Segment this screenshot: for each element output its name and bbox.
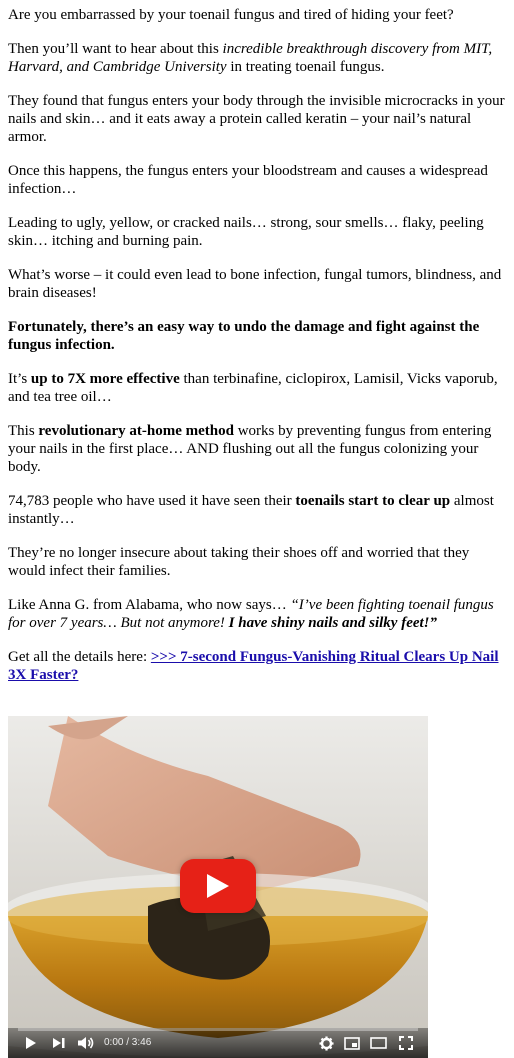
play-button[interactable]	[180, 859, 256, 913]
italic-text: incredible breakthrough discovery from MIT, Harvard, and Cambridge University	[8, 41, 493, 75]
text: 74,783 people who have used it have seen their	[8, 493, 296, 509]
time-display: 0:00 / 3:46	[104, 1037, 152, 1048]
miniplayer-icon	[344, 1037, 360, 1050]
bold-text: up to 7X more effective	[30, 371, 180, 387]
theater-icon	[370, 1037, 387, 1049]
miniplayer-control[interactable]	[342, 1035, 362, 1051]
play-icon	[205, 872, 231, 900]
video-controls	[8, 1028, 428, 1058]
play-icon	[25, 1036, 37, 1050]
text: Like Anna G. from Alabama, who now says…	[8, 597, 291, 613]
article-body	[8, 6, 508, 700]
paragraph-symptoms: Leading to ugly, yellow, or cracked nails… strong, sour smells… flaky, peeling skin… itching and burning pain.	[8, 215, 484, 249]
bold-text: revolutionary at-home method	[38, 423, 234, 439]
volume-control[interactable]	[76, 1035, 96, 1051]
bold-text: Fortunately, there’s an easy way to undo the damage and fight against the fungus infection.	[8, 319, 480, 353]
bold-text: toenails start to clear up	[295, 493, 451, 509]
testimonial-quote: “I’ve been fighting toenail fungus for over 7 years… But not anymore!	[8, 597, 494, 631]
theater-control[interactable]	[368, 1035, 388, 1051]
paragraph-bloodstream: Once this happens, the fungus enters your bloodstream and causes a widespread infection…	[8, 163, 488, 197]
paragraph-testimonial	[8, 596, 508, 632]
paragraph-solution	[8, 318, 508, 354]
text: works by preventing fungus from entering your nails in the first place… AND flushing out all the fungus colonizing your body.	[8, 423, 492, 475]
paragraph-cta	[8, 648, 508, 684]
text: in treating toenail fungus.	[226, 59, 385, 75]
text: than terbinafine, ciclopirox, Lamisil, Vicks vaporub, and tea tree oil…	[8, 371, 498, 405]
settings-control[interactable]	[316, 1035, 336, 1051]
text: almost instantly…	[8, 493, 494, 527]
details-link[interactable]: >>> 7-second Fungus-Vanishing Ritual Clears Up Nail 3X Faster?	[8, 649, 499, 683]
paragraph-method	[8, 422, 508, 476]
paragraph-discovery	[8, 40, 508, 76]
paragraph-users	[8, 492, 508, 528]
fullscreen-control[interactable]	[396, 1035, 416, 1051]
paragraph-families: They’re no longer insecure about taking their shoes off and worried that they would infect their families.	[8, 545, 470, 579]
paragraph-effectiveness	[8, 370, 508, 406]
volume-icon	[77, 1036, 95, 1050]
text: It’s	[8, 371, 31, 387]
next-icon	[52, 1037, 66, 1049]
next-control[interactable]	[50, 1035, 68, 1051]
settings-icon	[319, 1036, 334, 1051]
text: This	[8, 423, 39, 439]
paragraph-microcracks: They found that fungus enters your body through the invisible microcracks in your nails and skin… and it eats away a protein called keratin – your nail’s natural armor.	[8, 93, 505, 145]
paragraph-risks: What’s worse – it could even lead to bone infection, fungal tumors, blindness, and brain diseases!	[8, 267, 502, 301]
fullscreen-icon	[399, 1036, 413, 1050]
testimonial-quote-bold: I have shiny nails and silky feet!”	[228, 615, 438, 631]
paragraph-intro: Are you embarrassed by your toenail fungus and tired of hiding your feet?	[8, 7, 454, 23]
video-player[interactable]	[8, 716, 428, 1058]
text: Get all the details here:	[8, 649, 151, 665]
text: Then you’ll want to hear about this	[8, 41, 223, 57]
progress-bar[interactable]	[18, 1028, 418, 1031]
play-control[interactable]	[22, 1035, 40, 1051]
